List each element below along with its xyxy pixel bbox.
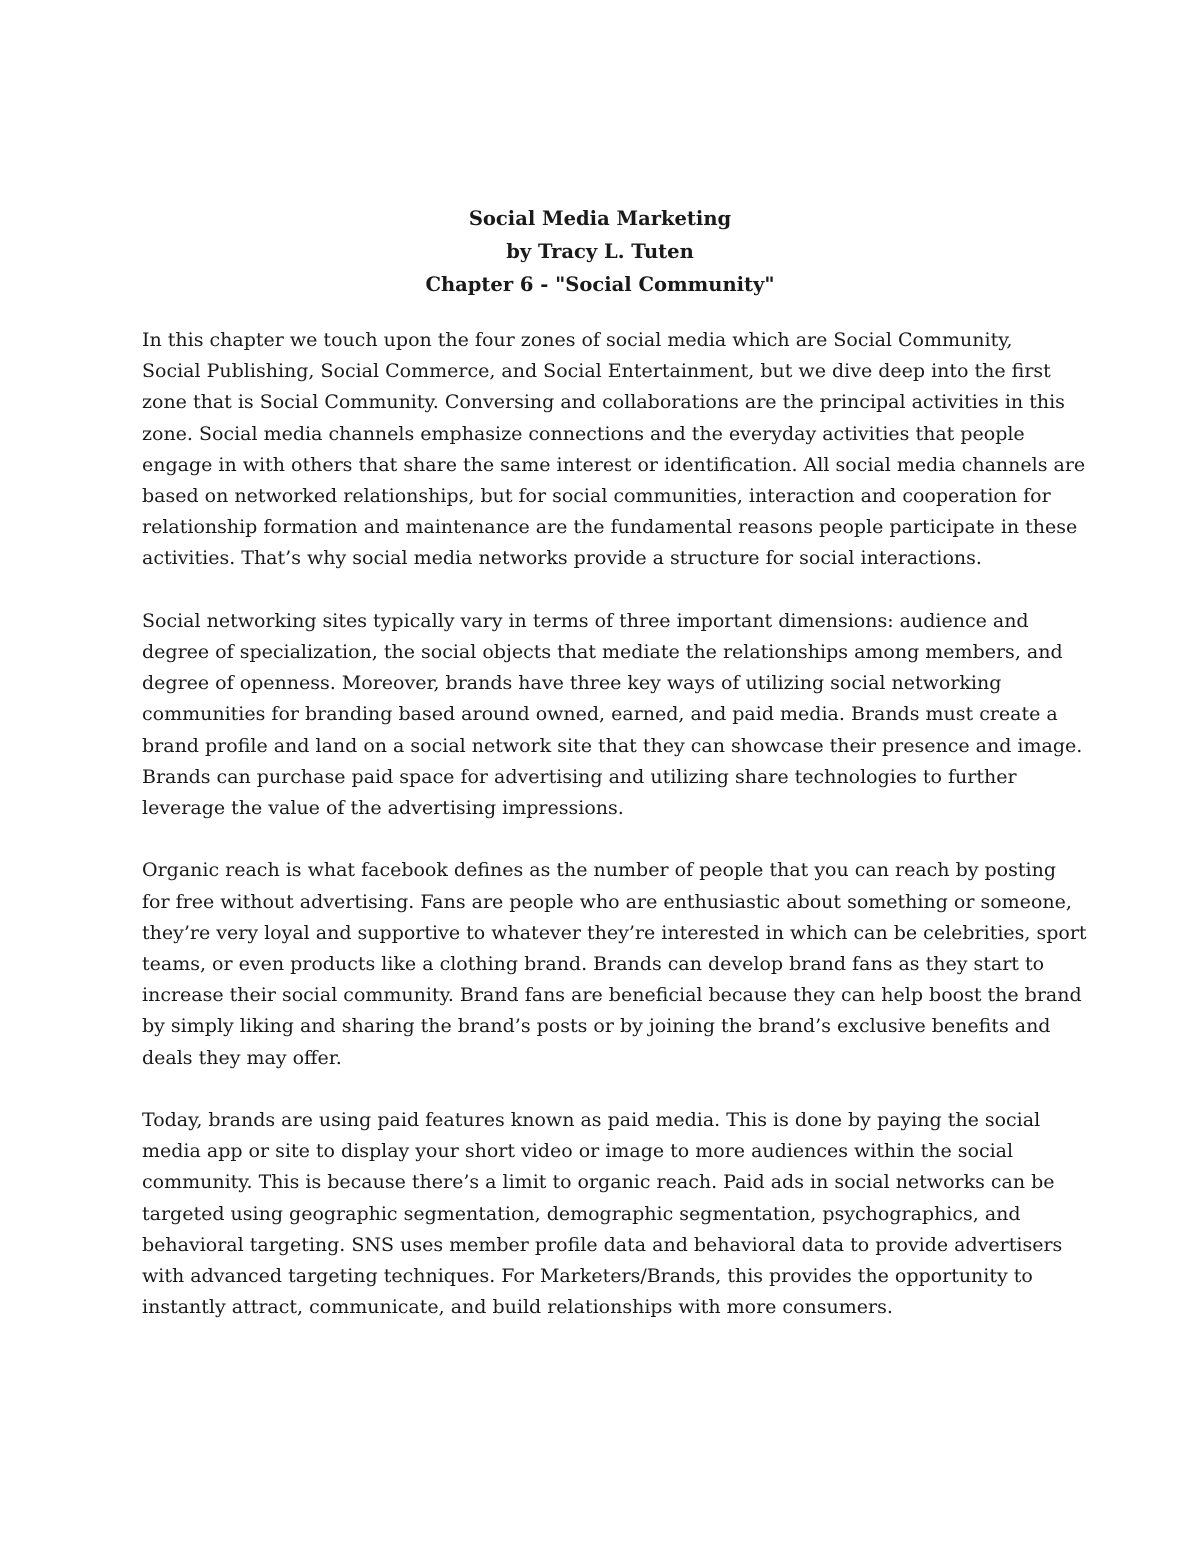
paragraph-line: degree of specialization, the social objects that mediate the relationships among members, and bbox=[142, 641, 1063, 664]
paragraph-line: zone. Social media channels emphasize connections and the everyday activities that people bbox=[142, 422, 1025, 445]
paragraph-line: Social networking sites typically vary in terms of three important dimensions: audience and bbox=[142, 609, 1029, 632]
paragraph-line: teams, or even products like a clothing brand. Brands can develop brand fans as they start to bbox=[142, 953, 1045, 976]
document-author: by Tracy L. Tuten bbox=[506, 240, 694, 263]
paragraph-line: deals they may offer. bbox=[142, 1046, 342, 1069]
paragraph-line: zone that is Social Community. Conversing and collaborations are the principal activities in this bbox=[142, 391, 1065, 414]
paragraph-line: community. This is because there’s a limit to organic reach. Paid ads in social networks can be bbox=[142, 1171, 1055, 1194]
paragraph-line: with advanced targeting techniques. For Marketers/Brands, this provides the opportunity to bbox=[142, 1265, 1033, 1288]
document-header bbox=[0, 202, 1200, 301]
paragraph-line: increase their social community. Brand fans are beneficial because they can help boost the brand bbox=[142, 984, 1082, 1007]
paragraph-line: engage in with others that share the same interest or identification. All social media channels are bbox=[142, 453, 1086, 476]
paragraph-line: for free without advertising. Fans are people who are enthusiastic about something or someone, bbox=[142, 890, 1072, 913]
paragraph-line: relationship formation and maintenance are the fundamental reasons people participate in these bbox=[142, 516, 1078, 539]
paragraph-4 bbox=[142, 1105, 1067, 1323]
paragraph-line: by simply liking and sharing the brand’s posts or by joining the brand’s exclusive benefits and bbox=[142, 1015, 1051, 1038]
paragraph-line: degree of openness. Moreover, brands have three key ways of utilizing social networking bbox=[142, 672, 1002, 695]
paragraph-3 bbox=[142, 855, 1087, 1073]
paragraph-line: Today, brands are using paid features known as paid media. This is done by paying the social bbox=[142, 1109, 1041, 1132]
document-body bbox=[142, 325, 1087, 1355]
paragraph-line: brand profile and land on a social network site that they can showcase their presence and image. bbox=[142, 734, 1083, 757]
document-title: Social Media Marketing bbox=[468, 207, 732, 230]
paragraph-1 bbox=[142, 325, 1086, 575]
paragraph-line: behavioral targeting. SNS uses member profile data and behavioral data to provide advertisers bbox=[142, 1233, 1063, 1256]
paragraph-line: Social Publishing, Social Commerce, and Social Entertainment, but we dive deep into the first bbox=[142, 360, 1051, 383]
paragraph-line: communities for branding based around owned, earned, and paid media. Brands must create a bbox=[142, 703, 1058, 726]
paragraph-line: In this chapter we touch upon the four zones of social media which are Social Community, bbox=[142, 329, 1013, 351]
paragraph-line: they’re very loyal and supportive to whatever they’re interested in which can be celebrities, sport bbox=[142, 921, 1087, 944]
paragraph-line: targeted using geographic segmentation, demographic segmentation, psychographics, and bbox=[142, 1202, 1021, 1225]
paragraph-line: based on networked relationships, but for social communities, interaction and cooperation for bbox=[142, 485, 1051, 508]
paragraph-line: instantly attract, communicate, and build relationships with more consumers. bbox=[142, 1296, 893, 1319]
document-chapter: Chapter 6 - "Social Community" bbox=[425, 273, 775, 296]
paragraph-line: leverage the value of the advertising impressions. bbox=[142, 797, 624, 820]
paragraph-line: media app or site to display your short video or image to more audiences within the social bbox=[142, 1140, 1014, 1163]
paragraph-line: Organic reach is what facebook defines as the number of people that you can reach by posting bbox=[142, 859, 1056, 882]
paragraph-line: activities. That’s why social media networks provide a structure for social interactions. bbox=[142, 547, 982, 570]
paragraph-line: Brands can purchase paid space for advertising and utilizing share technologies to further bbox=[142, 765, 1017, 788]
paragraph-2 bbox=[142, 606, 1083, 824]
